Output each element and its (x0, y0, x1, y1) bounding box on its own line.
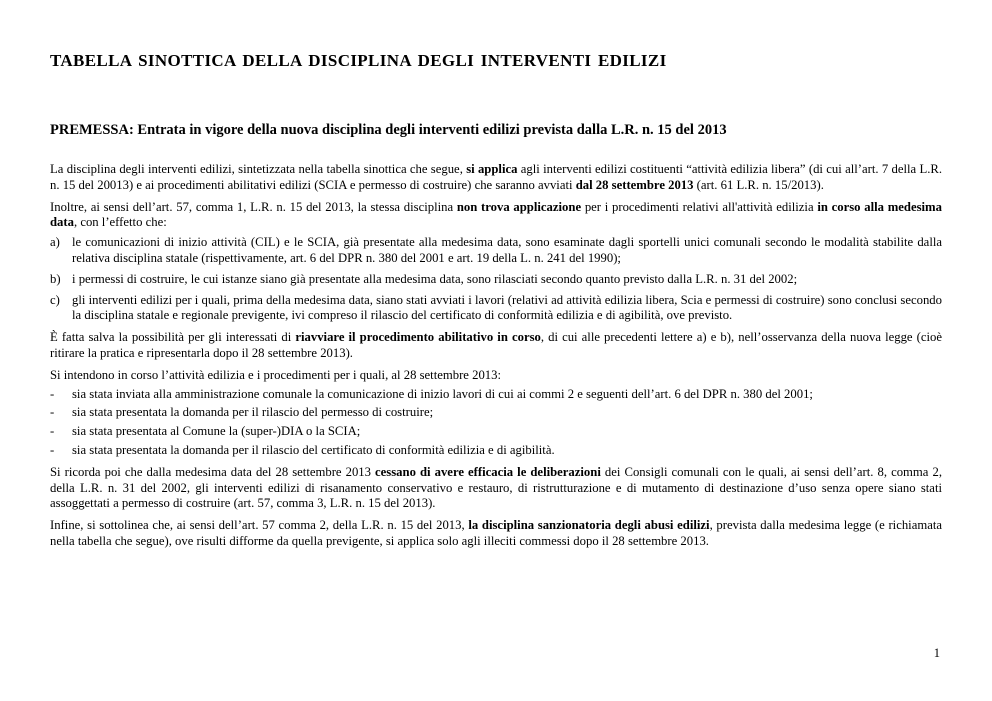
section-heading-premessa: PREMESSA: Entrata in vigore della nuova disciplina degli interventi edilizi prevista dalla L.R. n. 15 del 2013 (50, 122, 727, 138)
list-item-a: a) le comunicazioni di inizio attività (CIL) e le SCIA, già presentate alla medesima data, sono esaminate dagli sportelli unici comunali secondo le modalità stabilite dalla relativa disciplina statale (rispettivamente, art. 6 del DPR n. 380 del 2001 e art. 19 della L. n. 241 del 1990); (50, 235, 942, 265)
paragraph-5: Si ricorda poi che dalla medesima data del 28 settembre 2013 cessano di avere efficacia le deliberazioni dei Consigli comunali con le quali, ai sensi dell’art. 8, comma 2, della L.R. n. 31 del 2002, gli interventi edilizi di risanamento conservativo e restauro, di ristrutturazione e di mutamento di destinazione d’uso senza opere siano stati assoggettati a permesso di costruire (art. 57, comma 3, L.R. n. 15 del 2013). (50, 464, 942, 511)
dash-item: - sia stata presentata la domanda per il rilascio del permesso di costruire; (50, 405, 434, 420)
paragraph-3: È fatta salva la possibilità per gli interessati di riavviare il procedimento abilitativo in corso, di cui alle precedenti lettere a) e b), nell’osservanza della nuova legge (cioè ritirare la pratica e ripresentarla dopo il 28 settembre 2013). (50, 330, 942, 360)
dash-item: - sia stata inviata alla amministrazione comunale la comunicazione di inizio lavori di cui ai commi 2 e seguenti dell’art. 6 del DPR n. 380 del 2001; (50, 386, 813, 401)
lettered-list (50, 235, 942, 324)
dash-list (50, 387, 942, 459)
list-item-b: b) i permessi di costruire, le cui istanze siano già presentate alla medesima data, sono rilasciati secondo quanto previsto dalla L.R. n. 31 del 2002; (50, 271, 798, 286)
document-body (50, 162, 942, 556)
paragraph-4: Si intendono in corso l’attività edilizia e i procedimenti per i quali, al 28 settembre 2013: (50, 367, 501, 382)
dash-item: - sia stata presentata al Comune la (super-)DIA o la SCIA; (50, 424, 361, 439)
paragraph-2: Inoltre, ai sensi dell’art. 57, comma 1, L.R. n. 15 del 2013, la stessa disciplina non trova applicazione per i procedimenti relativi all'attività edilizia in corso alla medesima data, con l’effetto che: (50, 199, 942, 230)
page-number: 1 (933, 646, 940, 660)
document-title: TABELLA SINOTTICA DELLA DISCIPLINA DEGLI INTERVENTI EDILIZI (50, 51, 667, 70)
paragraph-1: La disciplina degli interventi edilizi, sintetizzata nella tabella sinottica che segue, si applica agli interventi edilizi costituenti “attività edilizia libera” (di cui all’art. 7 della L.R. n. 15 del 20013) e ai procedimenti abilitativi edilizi (SCIA e permesso di costruire) che saranno avviati dal 28 settembre 2013 (art. 61 L.R. n. 15/2013). (50, 162, 943, 192)
list-item-c: c) gli interventi edilizi per i quali, prima della medesima data, siano stati avviati i lavori (relativi ad attività edilizia libera, Scia e permessi di costruire) sono conclusi secondo la disciplina statale e regionale previgente, ivi compreso il rilascio del certificato di conformità edilizia e di agibilità, ove previsto. (50, 292, 942, 323)
paragraph-6: Infine, si sottolinea che, ai sensi dell’art. 57 comma 2, della L.R. n. 15 del 2013, la disciplina sanzionatoria degli abusi edilizi, prevista dalla medesima legge (e richiamata nella tabella che segue), ove risulti difforme da quella previgente, si applica solo agli illeciti commessi dopo il 28 settembre 2013. (50, 518, 942, 548)
dash-item: - sia stata presentata la domanda per il rilascio del certificato di conformità edilizia e di agibilità. (50, 442, 555, 457)
